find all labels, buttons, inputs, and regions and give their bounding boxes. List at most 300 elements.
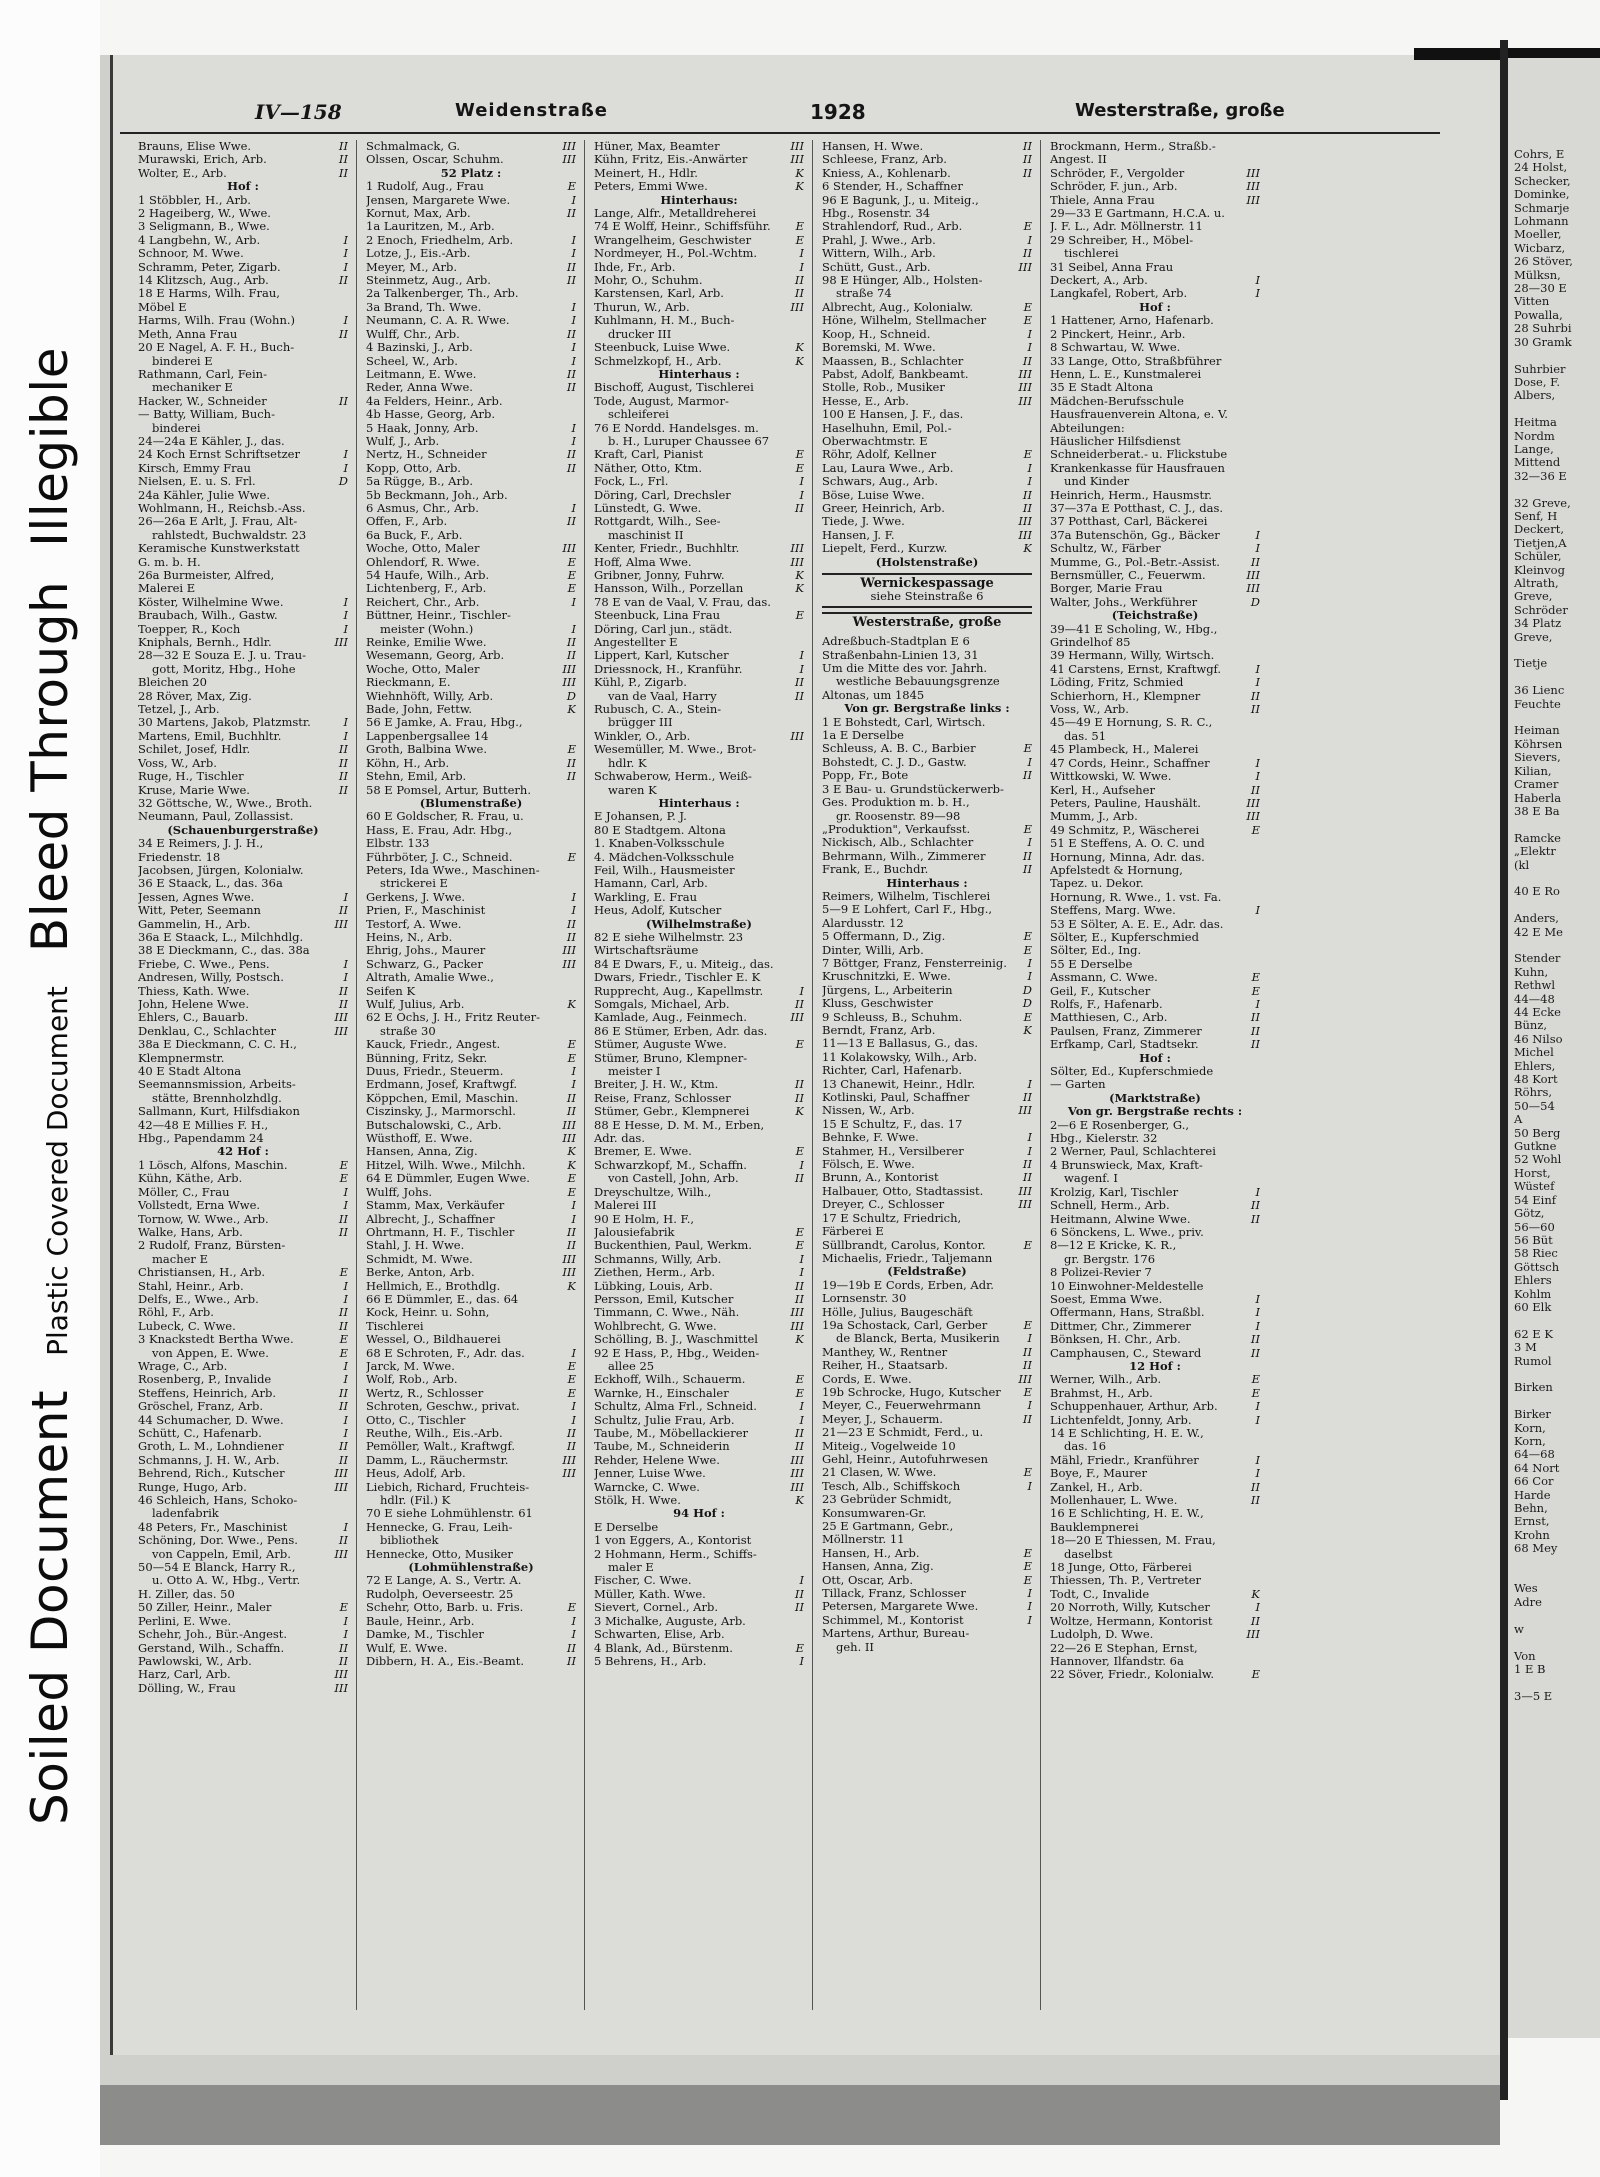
directory-entry [138,1521,348,1534]
adjacent-entry [1514,939,1573,952]
directory-entry [138,1052,348,1065]
directory-entry [1050,716,1260,729]
entry-text: Richter, Carl, Hafenarb. [822,1064,963,1078]
entry-text: Martens, Emil, Buchhltr. [138,729,282,743]
entry-text: 34 E Reimers, J. J. H., [138,837,264,851]
entry-floor: II [1250,1480,1260,1494]
directory-entry [594,958,804,971]
directory-entry [594,1333,804,1346]
directory-entry [1050,287,1260,300]
adjacent-entry: 48 Kort [1514,1072,1558,1087]
entry-floor: E [795,220,804,234]
entry-text: E Derselbe [594,1520,659,1534]
adjacent-entry: 64 Nort [1514,1460,1560,1475]
entry-text: Näther, Otto, Ktm. [594,461,702,475]
entry-floor: II [338,770,348,784]
entry-floor: I [571,233,576,247]
directory-entry [1050,1655,1260,1668]
directory-entry [594,851,804,864]
directory-entry [594,314,804,327]
entry-text: Lau, Laura Wwe., Arb. [822,461,954,475]
entry-text: Wesemann, Georg, Arb. [366,649,505,663]
adjacent-entry: Lange, [1514,441,1554,456]
directory-entry [1050,569,1260,582]
entry-floor: I [343,609,348,623]
directory-entry [822,997,1032,1010]
directory-entry [138,797,348,810]
directory-entry [366,891,576,904]
entry-floor: I [1027,836,1032,850]
directory-entry [594,529,804,542]
entry-text: Kerl, H., Aufseher [1050,783,1155,797]
directory-entry [1050,998,1260,1011]
entry-floor: II [338,1225,348,1239]
directory-entry [366,1186,576,1199]
entry-floor: III [1246,582,1260,596]
entry-text: 98 E Hünger, Alb., Holsten- [822,274,983,288]
entry-text: Todt, C., Invalide [1050,1587,1150,1601]
directory-entry [594,1306,804,1319]
entry-floor: II [566,274,576,288]
directory-entry [1050,971,1260,984]
entry-floor: III [334,1668,348,1682]
entry-text: 18—20 E Thiessen, M. Frau, [1050,1534,1216,1548]
entry-text: Hüner, Max, Beamter [594,140,720,153]
entry-text: 58 E Pomsel, Artur, Butterh. [366,783,531,797]
entry-floor: II [1250,1614,1260,1628]
entry-text: Hinterhaus : [658,796,740,810]
entry-floor: II [566,930,576,944]
entry-text: 41 Carstens, Ernst, Kraftwgf. [1050,662,1222,676]
entry-text: 47 Cords, Heinr., Schaffner [1050,756,1210,770]
entry-text: 6 Sönckens, L. Wwe., priv. [1050,1225,1204,1239]
entry-text: Offen, F., Arb. [366,515,448,529]
entry-floor: III [1018,515,1032,529]
entry-floor: I [1255,1185,1260,1199]
directory-entry [594,1186,804,1199]
entry-text: Behrend, Rich., Kutscher [138,1467,285,1481]
directory-entry [138,502,348,515]
directory-entry [138,1507,348,1520]
adjacent-entry: 3 M [1514,1340,1537,1355]
entry-text: Hornung, Minna, Adr. das. [1050,850,1205,864]
directory-entry [1050,1186,1260,1199]
entry-text: Kniphals, Bernh., Hdlr. [138,636,272,650]
adjacent-entry: Schröder [1514,602,1568,617]
directory-entry [138,690,348,703]
entry-floor: I [343,1199,348,1213]
directory-entry [822,1560,1032,1573]
entry-text: Ehlers, C., Bauarb. [138,1011,249,1025]
entry-text: Reimers, Wilhelm, Tischlerei [822,889,991,903]
directory-entry [138,274,348,287]
entry-text: Hacker, W., Schneider [138,394,267,408]
entry-floor: I [799,1413,804,1427]
directory-entry [1050,1320,1260,1333]
entry-text: Höne, Wilhelm, Stellmacher [822,314,987,328]
directory-entry [594,1105,804,1118]
directory-entry [366,1038,576,1051]
entry-floor: I [1255,676,1260,690]
entry-text: Heitmann, Alwine Wwe. [1050,1212,1191,1226]
entry-floor: I [571,193,576,207]
entry-text: Liepelt, Ferd., Kurzw. [822,542,948,556]
entry-text: Thiele, Anna Frau [1050,193,1155,207]
directory-entry [594,502,804,515]
adjacent-entry: Rethwl [1514,978,1556,993]
entry-text: 28 Röver, Max, Zig. [138,689,252,703]
entry-text: 12 Hof : [1129,1359,1181,1373]
directory-entry [594,1011,804,1024]
directory-entry [594,784,804,797]
entry-text: Borger, Marie Frau [1050,582,1163,596]
entry-text: Von gr. Bergstraße rechts : [1067,1105,1243,1119]
entry-floor: II [566,770,576,784]
entry-text: Timmann, C. Wwe., Näh. [594,1306,740,1320]
entry-floor: I [1255,274,1260,288]
entry-floor: II [566,1654,576,1668]
directory-entry [1050,529,1260,542]
entry-floor: III [1246,1628,1260,1642]
directory-entry [366,328,576,341]
directory-entry [366,596,576,609]
directory-entry [138,1239,348,1252]
directory-entry [366,475,576,488]
directory-entry [822,1359,1032,1372]
entry-floor: III [562,944,576,958]
entry-floor: II [1022,1412,1032,1426]
directory-entry [594,462,804,475]
directory-entry [594,944,804,957]
directory-entry [138,1293,348,1306]
directory-entry [1050,1494,1260,1507]
directory-entry [1050,435,1260,448]
directory-entry [594,1253,804,1266]
entry-text: Rolfs, F., Hafenarb. [1050,998,1163,1011]
entry-text: Toepper, R., Koch [138,622,241,636]
directory-entry [594,542,804,555]
directory-entry [822,475,1032,488]
entry-text: Schultz, Alma Frl., Schneid. [594,1400,757,1414]
entry-text: Schnoor, M. Wwe. [138,247,244,261]
directory-entry [366,515,576,528]
entry-text: Haselhuhn, Emil, Pol.- [822,421,952,435]
directory-entry [1050,395,1260,408]
entry-floor: I [571,1400,576,1414]
directory-entry [594,1266,804,1279]
entry-text: Perlini, E. Wwe. [138,1614,232,1628]
entry-floor: E [795,233,804,247]
entry-text: Köhn, H., Arb. [366,756,450,770]
directory-entry [138,998,348,1011]
entry-text: 21—23 E Schmidt, Ferd., u. [822,1426,984,1440]
entry-text: strickerei E [380,877,448,891]
entry-text: Steffens, Marg. Wwe. [1050,904,1176,918]
entry-floor: I [1027,233,1032,247]
entry-floor: I [571,300,576,314]
entry-text: Henn, L. E., Kunstmalerei [1050,367,1202,381]
directory-entry [822,1158,1032,1171]
entry-floor: II [794,1279,804,1293]
entry-text: Meth, Anna Frau [138,327,238,341]
entry-floor: III [1018,1104,1032,1118]
entry-floor: III [1018,394,1032,408]
entry-floor: II [1022,1345,1032,1359]
directory-entry [594,448,804,461]
entry-text: Buckenthien, Paul, Werkm. [594,1239,752,1253]
directory-entry [1050,368,1260,381]
entry-floor: I [799,475,804,489]
entry-text: Hoff, Alma Wwe. [594,555,692,569]
entry-text: Berndt, Franz, Arb. [822,1024,936,1037]
entry-text: Bönksen, H. Chr., Arb. [1050,1333,1181,1347]
entry-text: Jessen, Agnes Wwe. [138,890,255,904]
entry-text: 1. Knaben-Volksschule [594,837,725,851]
entry-text: Meinert, H., Hdlr. [594,166,698,180]
entry-text: Müller, Kath. Wwe. [594,1587,706,1601]
entry-text: Ludolph, D. Wwe. [1050,1628,1154,1642]
entry-text: Reinke, Emilie Wwe. [366,636,487,650]
entry-text: das. 16 [1064,1440,1107,1454]
directory-entry [1050,824,1260,837]
entry-floor: II [338,1453,348,1467]
entry-text: drucker III [608,327,672,341]
entry-text: Cords, E. Wwe. [822,1372,912,1386]
entry-floor: II [794,287,804,301]
directory-entry [822,1265,1032,1278]
entry-floor: I [1027,1613,1032,1627]
directory-entry [138,864,348,877]
entry-text: Mädchen-Berufsschule [1050,394,1184,408]
entry-text: 2 Pinckert, Heinr., Arb. [1050,327,1186,341]
entry-text: Kraft, Carl, Pianist [594,448,704,462]
adjacent-entry [1514,644,1573,657]
adjacent-entry: 34 Platz [1514,616,1562,631]
adjacent-entry: Ramcke [1514,830,1561,845]
adjacent-entry: 44 Ecke [1514,1005,1561,1019]
adjacent-entry: Stender [1514,951,1561,966]
directory-entry [138,234,348,247]
entry-text: Hamann, Carl, Arb. [594,877,708,891]
entry-floor: II [1022,247,1032,261]
entry-text: u. Otto A. W., Hbg., Vertr. [152,1574,301,1588]
entry-floor: I [1255,1413,1260,1427]
entry-floor: III [790,1453,804,1467]
entry-text: Langkafel, Robert, Arb. [1050,287,1188,301]
directory-entry [822,1225,1032,1238]
entry-text: Kruschnitzki, E. Wwe. [822,970,951,984]
adjacent-entry: Wes [1514,1581,1538,1596]
entry-text: Schöning, Dor. Wwe., Pens. [138,1534,298,1548]
directory-entry [822,1614,1032,1627]
entry-text: Bohstedt, C. J. D., Gastw. [822,755,967,769]
directory-entry [594,1481,804,1494]
entry-text: Hbg., Papendamm 24 [138,1132,264,1146]
directory-entry [822,328,1032,341]
entry-floor: E [1251,971,1260,985]
entry-text: Sievert, Cornel., Arb. [594,1601,718,1615]
entry-floor: I [343,595,348,609]
entry-text: Hof : [1139,1051,1171,1065]
entry-text: 50 Ziller, Heinr., Maler [138,1601,272,1615]
entry-text: Schierhorn, H., Klempner [1050,689,1201,703]
directory-entry [138,1280,348,1293]
adjacent-entry: Schüler, [1514,549,1562,564]
entry-floor: I [1027,1399,1032,1413]
directory-entry [594,596,804,609]
entry-floor: E [1023,1238,1032,1252]
entry-text: Neumann, C. A. R. Wwe. [366,314,510,328]
directory-entry [1050,247,1260,260]
entry-text: Warnke, H., Einschaler [594,1386,729,1400]
adjacent-entry [1514,403,1573,416]
directory-entry [594,341,804,354]
entry-text: Butschalowski, C., Arb. [366,1118,502,1132]
directory-entry [822,368,1032,381]
directory-entry [1050,1507,1260,1520]
entry-text: Wittern, Wilh., Arb. [822,247,936,261]
entry-text: Rupprecht, Aug., Kapellmstr. [594,984,764,998]
entry-text: Ziethen, Herm., Arb. [594,1266,716,1280]
stamp-strip [0,0,100,2177]
section-title: Westerstraße, große [852,615,1002,630]
entry-floor: I [1027,1479,1032,1493]
adjacent-entry [1514,1368,1573,1381]
adjacent-entry: Senf, H [1514,508,1558,523]
directory-entry [594,636,804,649]
entry-text: Häuslicher Hilfsdienst [1050,434,1181,448]
entry-text: (Lohmühlenstraße) [408,1561,534,1575]
entry-text: Wulf, E. Wwe. [366,1641,448,1655]
entry-text: Fölsch, E. Wwe. [822,1158,915,1172]
entry-text: 3 Seligmann, B., Wwe. [138,220,270,234]
stamp-plastic: Plastic Covered Document [41,986,74,1356]
entry-text: J. F. L., Adr. Möllnerstr. 11 [1050,220,1203,234]
entry-floor: I [1255,770,1260,784]
directory-entry [366,609,576,622]
entry-floor: E [1023,1385,1032,1399]
entry-text: straße 30 [380,1024,436,1038]
entry-text: 84 E Dwars, F., u. Miteig., das. [594,957,774,971]
entry-text: Lichtenfeldt, Jonny, Arb. [1050,1413,1192,1427]
entry-text: bibliothek [380,1534,439,1548]
entry-text: Tornow, W. Wwe., Arb. [138,1212,269,1226]
adjacent-entry: Götz, [1514,1206,1545,1221]
entry-floor: I [799,1252,804,1266]
entry-text: Dreyer, C., Schlosser [822,1198,945,1212]
entry-text: Hbg., Rosenstr. 34 [822,207,931,221]
directory-entry [594,1615,804,1628]
entry-floor: II [566,1440,576,1454]
directory-entry [366,743,576,756]
entry-text: Hinterhaus: [660,193,738,207]
entry-text: 66 E Dümmler, E., das. 64 [366,1292,519,1306]
entry-text: H. Ziller, das. 50 [138,1587,235,1601]
entry-text: Kirsch, Emmy Frau [138,461,251,475]
directory-entry [822,301,1032,314]
entry-text: wagenf. I [1064,1172,1118,1186]
directory-entry [594,395,804,408]
directory-entry [594,797,804,810]
entry-text: 4 Bazinski, J., Arb. [366,341,473,355]
entry-text: mechaniker E [152,381,233,395]
entry-text: Warncke, C. Wwe. [594,1480,700,1494]
entry-text: Harz, Carl, Arb. [138,1668,231,1682]
directory-entry [366,1253,576,1266]
entry-text: Schwarzkopf, M., Schaffn. [594,1158,747,1172]
entry-floor: II [1250,783,1260,797]
directory-entry [366,395,576,408]
entry-floor: E [795,1225,804,1239]
entry-floor: E [1023,220,1032,234]
entry-text: Rathmann, Carl, Fein- [138,367,267,381]
adjacent-entry: 50 Berg [1514,1125,1561,1140]
entry-floor: E [1023,1560,1032,1574]
entry-text: 10 Einwohner-Meldestelle [1050,1279,1204,1293]
entry-text: 1a E Derselbe [822,729,904,743]
entry-floor: I [799,488,804,502]
directory-entry [594,623,804,636]
directory-entry [822,702,1032,715]
entry-text: Gehl, Heinr., Autofuhrwesen [822,1453,989,1466]
entry-floor: K [795,354,804,368]
entry-text: Wrage, C., Arb. [138,1359,228,1373]
entry-floor: II [1022,1091,1032,1105]
entry-floor: II [566,1641,576,1655]
entry-floor: E [567,1601,576,1615]
directory-entry [822,1306,1032,1319]
entry-floor: E [567,1185,576,1199]
directory-entry [822,1520,1032,1533]
directory-entry [594,1467,804,1480]
entry-text: Hansen, H., Arb. [822,1546,920,1560]
directory-entry [594,1601,804,1614]
entry-text: Kühl, P., Zigarb. [594,676,687,690]
entry-text: 26a Burmeister, Alfred, [138,569,275,582]
entry-text: 22 Söver, Friedr., Kolonialw. [1050,1668,1215,1682]
entry-text: Röhr, Adolf, Kellner [822,448,937,462]
entry-text: Schwarten, Elise, Arb. [594,1628,725,1642]
entry-floor: III [562,1266,576,1280]
entry-text: Gammelin, H., Arb. [138,917,251,931]
directory-entry [822,314,1032,327]
entry-floor: K [1023,1024,1032,1037]
entry-floor: III [1018,367,1032,381]
entry-floor: E [795,461,804,475]
entry-text: de Blanck, Berta, Musikerin [836,1332,1000,1346]
entry-floor: II [338,166,348,180]
directory-entry [1050,355,1260,368]
entry-floor: I [799,649,804,663]
entry-text: Wulf, Julius, Arb. [366,998,465,1011]
entry-floor: I [343,1279,348,1293]
adjacent-entry: 32—36 E [1514,468,1567,483]
entry-text: 1 Hattener, Arno, Hafenarb. [1050,314,1214,328]
entry-floor: E [567,1359,576,1373]
adjacent-entry: Haberla [1514,790,1562,805]
directory-entry [594,971,804,984]
entry-text: Breiter, J. H. W., Ktm. [594,1078,719,1092]
directory-entry [366,851,576,864]
entry-floor: I [571,247,576,261]
adjacent-entry: 66 Cor [1514,1474,1554,1489]
entry-text: Bauklempnerei [1050,1520,1139,1534]
adjacent-entry: Nordm [1514,428,1555,443]
directory-entry [822,890,1032,903]
entry-text: Walter, Johs., Werkführer [1050,595,1198,609]
directory-entry [366,1025,576,1038]
entry-text: Altrath, Amalie Wwe., [366,971,494,985]
